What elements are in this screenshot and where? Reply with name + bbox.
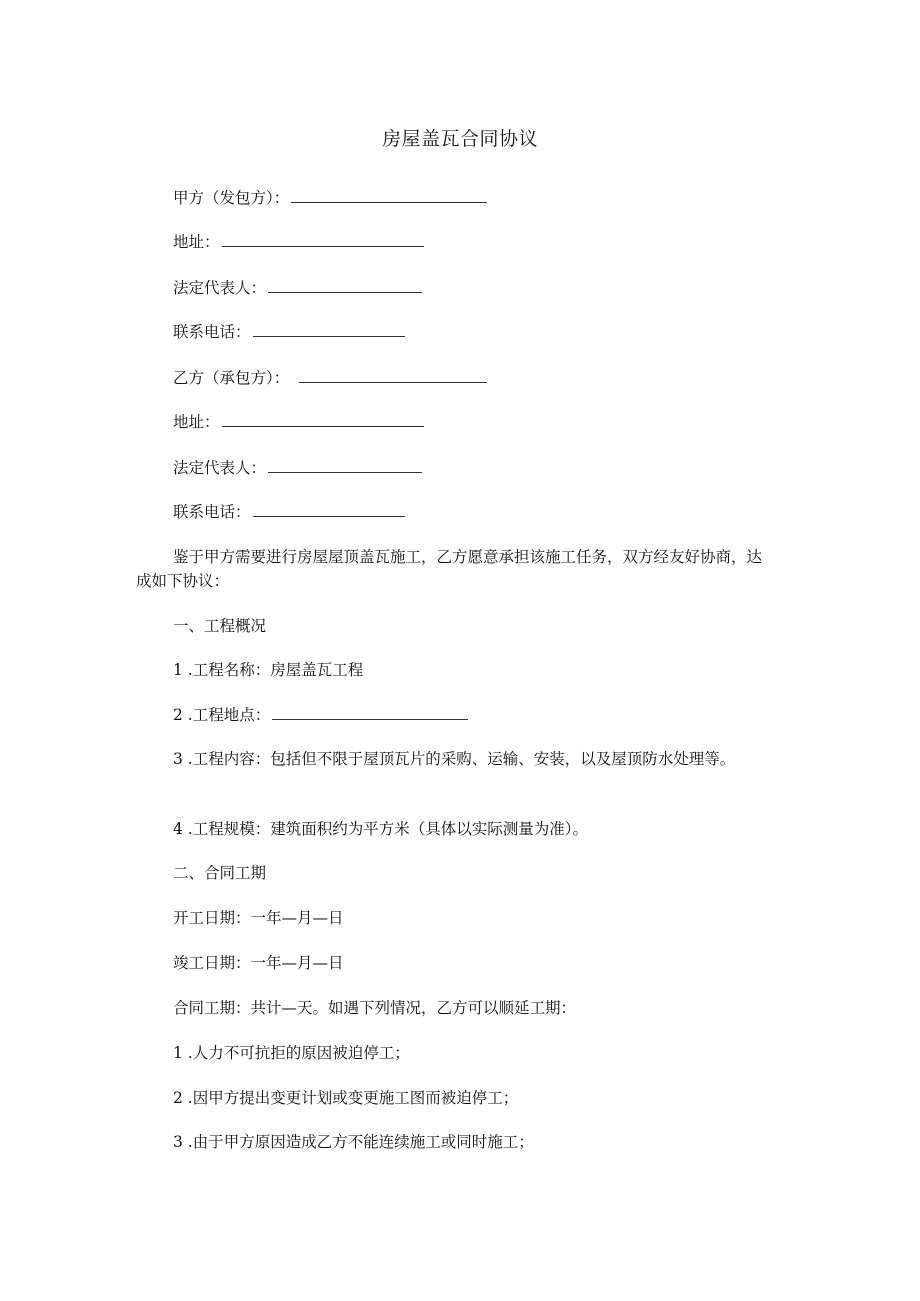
party-a-address-line xyxy=(173,230,424,254)
party-b-rep-label: 法定代表人： xyxy=(173,459,267,477)
party-a-rep-line xyxy=(173,276,422,300)
party-b-address-label: 地址： xyxy=(173,413,220,431)
duration-line: 合同工期：共计—天。如遇下列情况，乙方可以顺延工期： xyxy=(173,999,577,1017)
section1-item1: 1 .工程名称：房屋盖瓦工程 xyxy=(173,661,364,679)
preamble-paragraph: 鉴于甲方需要进行房屋屋顶盖瓦施工，乙方愿意承担该施工任务，双方经友好协商，达成如下协议： xyxy=(136,548,763,590)
party-a-label: 甲方（发包方）： xyxy=(173,189,290,207)
party-b-phone-label: 联系电话： xyxy=(173,503,251,521)
start-date-line: 开工日期：一年—月—日 xyxy=(173,909,344,927)
party-b-label: 乙方（承包方）： xyxy=(173,369,290,387)
section1-item3: 3 .工程内容：包括但不限于屋顶瓦片的采购、运输、安装，以及屋顶防水处理等。 xyxy=(173,750,736,768)
section2-heading: 二、合同工期 xyxy=(173,864,267,882)
party-a-address-label: 地址： xyxy=(173,233,220,251)
condition-item-3: 3 .由于甲方原因造成乙方不能连续施工或同时施工； xyxy=(173,1133,534,1151)
party-a-phone-blank[interactable] xyxy=(253,321,405,337)
party-b-address-line xyxy=(173,410,424,434)
party-a-phone-label: 联系电话： xyxy=(173,323,251,341)
condition-item-2: 2 .因甲方提出变更计划或变更施工图而被迫停工； xyxy=(173,1089,519,1107)
end-date-line: 竣工日期：一年—月—日 xyxy=(173,954,344,972)
document-title: 房屋盖瓦合同协议 xyxy=(381,128,538,150)
party-b-phone-blank[interactable] xyxy=(253,501,405,517)
party-b-rep-line xyxy=(173,456,422,480)
party-a-rep-blank[interactable] xyxy=(268,277,422,293)
section1-item4: 4 .工程规模：建筑面积约为平方米（具体以实际测量为准）。 xyxy=(173,820,588,838)
party-b-blank[interactable] xyxy=(299,367,487,383)
party-a-address-blank[interactable] xyxy=(222,231,424,247)
section1-item2-label: 2 .工程地点： xyxy=(173,706,271,724)
project-location-blank[interactable] xyxy=(272,704,468,720)
section1-heading: 一、工程概况 xyxy=(173,617,267,635)
party-a-rep-label: 法定代表人： xyxy=(173,279,267,297)
party-a-blank[interactable] xyxy=(291,187,487,203)
party-b-rep-blank[interactable] xyxy=(268,457,422,473)
party-b-line xyxy=(173,366,487,390)
section1-item2-line xyxy=(173,703,468,727)
condition-item-1: 1 .人力不可抗拒的原因被迫停工； xyxy=(173,1044,410,1062)
party-b-address-blank[interactable] xyxy=(222,411,424,427)
party-a-line xyxy=(173,186,487,210)
party-b-phone-line xyxy=(173,500,405,524)
party-a-phone-line xyxy=(173,320,405,344)
